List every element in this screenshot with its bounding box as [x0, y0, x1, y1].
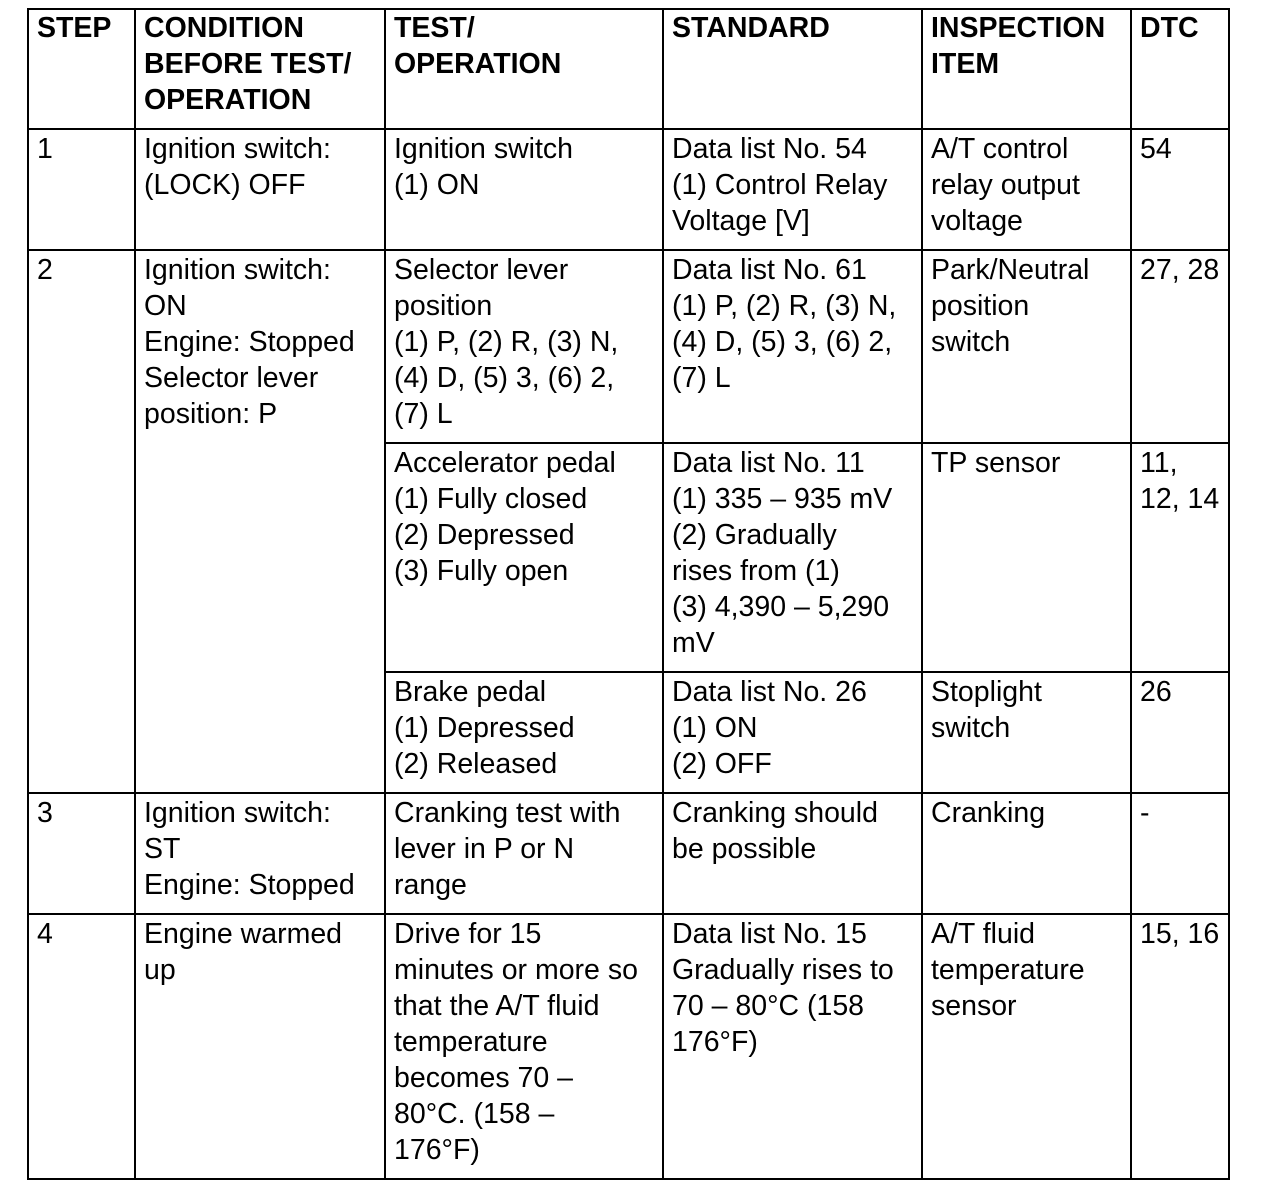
table-row [28, 793, 1229, 914]
step-cell: 4 [28, 914, 135, 1179]
dtc-cell: 15, 16 [1131, 914, 1229, 1179]
standard-cell: Data list No. 15 Gradually rises to 70 – 80°C (158 176°F) [663, 914, 922, 1179]
header-condition: CONDITION BEFORE TEST/ OPERATION [135, 9, 385, 129]
step-cell: 1 [28, 129, 135, 250]
inspection-cell: Park/Neutral position switch [922, 250, 1131, 443]
step-cell: 2 [28, 250, 135, 793]
inspection-table [27, 8, 1230, 1180]
inspection-cell: Stoplight switch [922, 672, 1131, 793]
inspection-cell: TP sensor [922, 443, 1131, 672]
table-row [28, 914, 1229, 1179]
table-row [28, 250, 1229, 443]
test-cell: Selector lever position (1) P, (2) R, (3) N, (4) D, (5) 3, (6) 2, (7) L [385, 250, 663, 443]
inspection-cell: A/T control relay output voltage [922, 129, 1131, 250]
dtc-cell: 27, 28 [1131, 250, 1229, 443]
standard-cell: Data list No. 61 (1) P, (2) R, (3) N, (4) D, (5) 3, (6) 2, (7) L [663, 250, 922, 443]
inspection-cell: A/T fluid temperature sensor [922, 914, 1131, 1179]
test-cell: Drive for 15 minutes or more so that the A/T fluid temperature becomes 70 – 80°C. (158 – 176°F) [385, 914, 663, 1179]
header-test-operation: TEST/ OPERATION [385, 9, 663, 129]
condition-cell: Engine warmed up [135, 914, 385, 1179]
standard-cell: Data list No. 26 (1) ON (2) OFF [663, 672, 922, 793]
dtc-cell: 26 [1131, 672, 1229, 793]
condition-cell: Ignition switch: ST Engine: Stopped [135, 793, 385, 914]
standard-cell: Data list No. 11 (1) 335 – 935 mV (2) Gradually rises from (1) (3) 4,390 – 5,290 mV [663, 443, 922, 672]
header-standard: STANDARD [663, 9, 922, 129]
condition-cell: Ignition switch: (LOCK) OFF [135, 129, 385, 250]
test-cell: Accelerator pedal (1) Fully closed (2) Depressed (3) Fully open [385, 443, 663, 672]
header-inspection-item: INSPECTION ITEM [922, 9, 1131, 129]
header-row [28, 9, 1229, 129]
test-cell: Brake pedal (1) Depressed (2) Released [385, 672, 663, 793]
header-dtc: DTC [1131, 9, 1229, 129]
standard-cell: Cranking should be possible [663, 793, 922, 914]
header-step: STEP [28, 9, 135, 129]
inspection-cell: Cranking [922, 793, 1131, 914]
table-row [28, 129, 1229, 250]
test-cell: Ignition switch (1) ON [385, 129, 663, 250]
dtc-cell: - [1131, 793, 1229, 914]
dtc-cell: 11, 12, 14 [1131, 443, 1229, 672]
test-cell: Cranking test with lever in P or N range [385, 793, 663, 914]
condition-cell: Ignition switch: ON Engine: Stopped Selector lever position: P [135, 250, 385, 793]
standard-cell: Data list No. 54 (1) Control Relay Voltage [V] [663, 129, 922, 250]
dtc-cell: 54 [1131, 129, 1229, 250]
step-cell: 3 [28, 793, 135, 914]
